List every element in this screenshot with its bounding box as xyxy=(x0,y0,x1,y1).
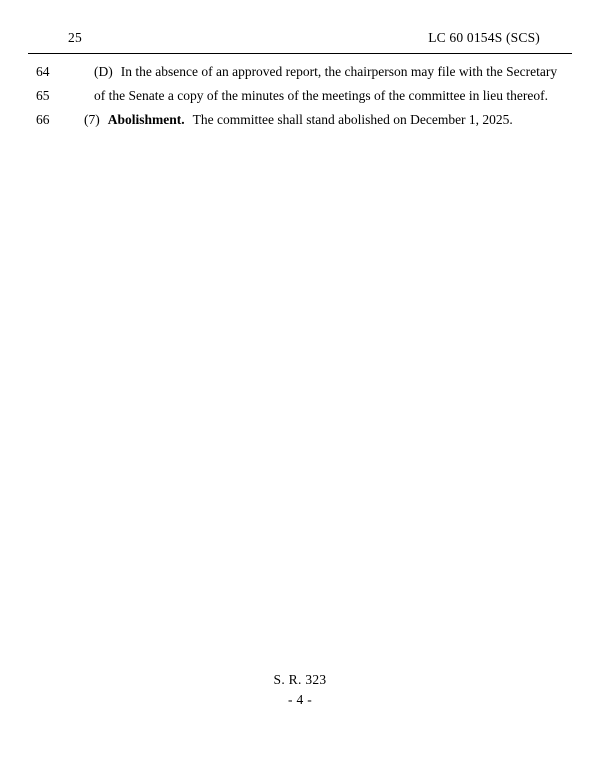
document-body xyxy=(28,60,572,132)
page-footer xyxy=(0,672,600,708)
line-number: 64 xyxy=(36,64,50,79)
header-page-number: 25 xyxy=(68,30,82,45)
line-content xyxy=(84,108,572,132)
footer-document-title: S. R. 323 xyxy=(273,672,327,687)
line-body: In the absence of an approved report, the chairperson may file with the Secretary xyxy=(120,64,558,79)
line-content xyxy=(94,84,572,108)
text-line xyxy=(28,84,572,108)
line-number: 65 xyxy=(36,88,50,103)
header-bill-code: LC 60 0154S (SCS) xyxy=(428,30,540,45)
text-line xyxy=(28,60,572,84)
header-divider xyxy=(28,53,572,54)
text-line xyxy=(28,108,572,132)
line-marker: (D) xyxy=(94,64,113,79)
line-content xyxy=(94,60,572,84)
footer-page-number: - 4 - xyxy=(288,692,312,707)
page-header xyxy=(60,30,540,48)
line-bold-lead: Abolishment. xyxy=(107,112,185,127)
line-number: 66 xyxy=(36,112,50,127)
line-body: of the Senate a copy of the minutes of the meetings of the committee in lieu thereof. xyxy=(94,88,548,103)
line-body: The committee shall stand abolished on December 1, 2025. xyxy=(192,112,513,127)
line-marker: (7) xyxy=(84,112,100,127)
